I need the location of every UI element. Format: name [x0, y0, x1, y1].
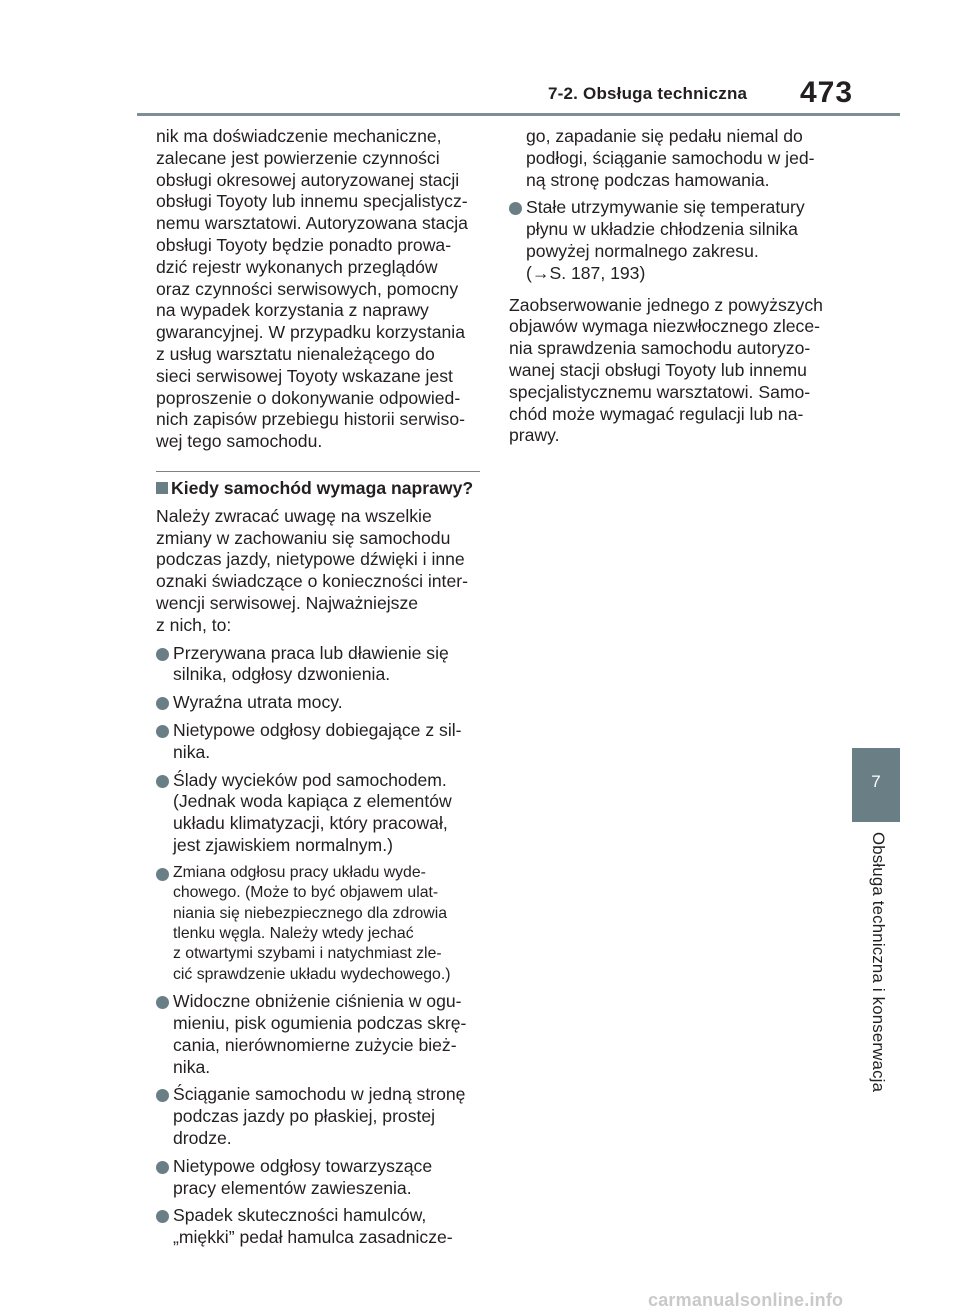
text-line: sieci serwisowej Toyoty wskazane jest: [156, 365, 453, 386]
text-line: niania się niebezpiecznego dla zdrowia: [173, 904, 447, 922]
text-line: chowego. (Może to być objawem ulat-: [173, 884, 439, 902]
text-line: poproszenie o dokonywanie odpowied-: [156, 387, 461, 408]
text-line: nemu warsztatowi. Autoryzowana stacja: [156, 213, 468, 234]
text-line: Widoczne obniżenie ciśnienia w ogu-: [173, 991, 462, 1012]
text-line: silnika, odgłosy dzwonienia.: [173, 664, 391, 685]
text-line: płynu w układzie chłodzenia silnika: [526, 219, 798, 240]
page-number: 473: [800, 76, 854, 109]
text-line: z usług warsztatu nienależącego do: [156, 343, 435, 364]
header-rule: [137, 113, 900, 116]
left-column: [156, 126, 486, 1249]
bullet-item: [156, 692, 486, 714]
text-line: układu klimatyzacji, który pracował,: [173, 813, 448, 834]
chapter-number: 7: [871, 772, 881, 791]
closing-paragraph: [509, 295, 839, 448]
text-line: podłogi, ściąganie samochodu w jed-: [526, 147, 815, 168]
text-line: chód może wymagać regulacji lub na-: [509, 403, 804, 424]
text-line: objawów wymaga niezwłocznego zlece-: [509, 316, 820, 337]
intro-paragraph: [156, 126, 486, 453]
bullet-item: [509, 197, 839, 284]
text-line: jest zjawiskiem normalnym.): [173, 834, 393, 855]
text-line: wej tego samochodu.: [156, 431, 323, 452]
text-line: Spadek skuteczności hamulców,: [173, 1205, 427, 1226]
text-line: mieniu, pisk ogumienia podczas skrę-: [173, 1012, 467, 1033]
heading-text: Kiedy samochód wymaga naprawy?: [171, 477, 474, 498]
text-line: nik ma doświadczenie mechaniczne,: [156, 126, 442, 146]
text-line: nika.: [173, 741, 211, 762]
text-line: wencji serwisowej. Najważniejsze: [156, 592, 419, 613]
text-line: powyżej normalnego zakresu.: [526, 240, 759, 261]
section-heading: [156, 478, 486, 500]
text-line: dzić rejestr wykonanych przeglądów: [156, 256, 438, 277]
text-line: podczas jazdy po płaskiej, prostej: [173, 1106, 436, 1127]
text-line: specjalistycznemu warsztatowi. Samo-: [509, 381, 811, 402]
text-line: Zmiana odgłosu pracy układu wyde-: [173, 863, 426, 881]
bullet-item: [156, 770, 486, 857]
bullet-item: [156, 1156, 486, 1200]
text-line: „miękki” pedał hamulca zasadnicze-: [173, 1227, 453, 1248]
text-line: cania, nierównomierne zużycie bież-: [173, 1034, 457, 1055]
text-line: (Jednak woda kapiąca z elementów: [173, 791, 452, 812]
text-line: oraz czynności serwisowych, pomocny: [156, 278, 459, 299]
text-line: Należy zwracać uwagę na wszelkie: [156, 505, 432, 526]
text-line: Ślady wycieków pod samochodem.: [173, 769, 447, 790]
bullet-item: [156, 643, 486, 687]
text-line: zalecane jest powierzenie czynności: [156, 147, 440, 168]
text-line: obsługi Toyoty lub innemu specjalistycz-: [156, 191, 468, 212]
text-line: go, zapadanie się pedału niemal do: [526, 126, 803, 146]
text-line: z nich, to:: [156, 614, 232, 635]
page-reference: (→S. 187, 193): [526, 262, 646, 283]
text-line: Zaobserwowanie jednego z powyższych: [509, 294, 823, 315]
right-column: [509, 126, 839, 447]
text-line: tlenku węgla. Należy wtedy jechać: [173, 924, 414, 942]
text-line: nia sprawdzenia samochodu autoryzo-: [509, 338, 811, 359]
bullet-item: [156, 863, 486, 985]
text-line: na wypadek korzystania z naprawy: [156, 300, 429, 321]
text-line: obsługi okresowej autoryzowanej stacji: [156, 169, 460, 190]
text-line: pracy elementów zawieszenia.: [173, 1177, 412, 1198]
text-line: Ściąganie samochodu w jedną stronę: [173, 1084, 466, 1105]
text-line: Stałe utrzymywanie się temperatury: [526, 197, 805, 218]
square-bullet-icon: [156, 482, 168, 494]
text-line: prawy.: [509, 425, 560, 446]
bullet-item: [156, 720, 486, 764]
text-line: Nietypowe odgłosy dobiegające z sil-: [173, 719, 462, 740]
text-line: Wyraźna utrata mocy.: [173, 692, 343, 713]
text-line: wanej stacji obsługi Toyoty lub innemu: [509, 359, 807, 380]
text-line: oznaki świadczące o konieczności inter-: [156, 571, 468, 592]
bullet-item: [156, 1084, 486, 1149]
text-line: Nietypowe odgłosy towarzyszące: [173, 1155, 433, 1176]
text-line: zmiany w zachowaniu się samochodu: [156, 527, 451, 548]
text-line: ną stronę podczas hamowania.: [526, 169, 770, 190]
text-line: drodze.: [173, 1127, 232, 1148]
bullet-item: [156, 1205, 486, 1249]
text-line: obsługi Toyoty będzie ponadto prowa-: [156, 234, 452, 255]
text-line: nich zapisów przebiegu historii serwiso-: [156, 409, 465, 430]
text-line: cić sprawdzenie układu wydechowego.): [173, 965, 451, 983]
text-line: nika.: [173, 1056, 211, 1077]
continuation-paragraph: [509, 126, 839, 191]
heading-paragraph: [156, 506, 486, 637]
text-line: z otwartymi szybami i natychmiast zle-: [173, 945, 442, 963]
section-title: 7-2. Obsługa techniczna: [548, 84, 748, 103]
section-divider: [156, 471, 480, 472]
chapter-label: Obsługa techniczna i konserwacja: [869, 832, 888, 1093]
text-line: Przerywana praca lub dławienie się: [173, 642, 449, 663]
bullet-item: [156, 991, 486, 1078]
text-line: gwarancyjnej. W przypadku korzystania: [156, 322, 465, 343]
watermark: carmanualsonline.info: [648, 1290, 844, 1310]
text-line: podczas jazdy, nietypowe dźwięki i inne: [156, 549, 465, 570]
